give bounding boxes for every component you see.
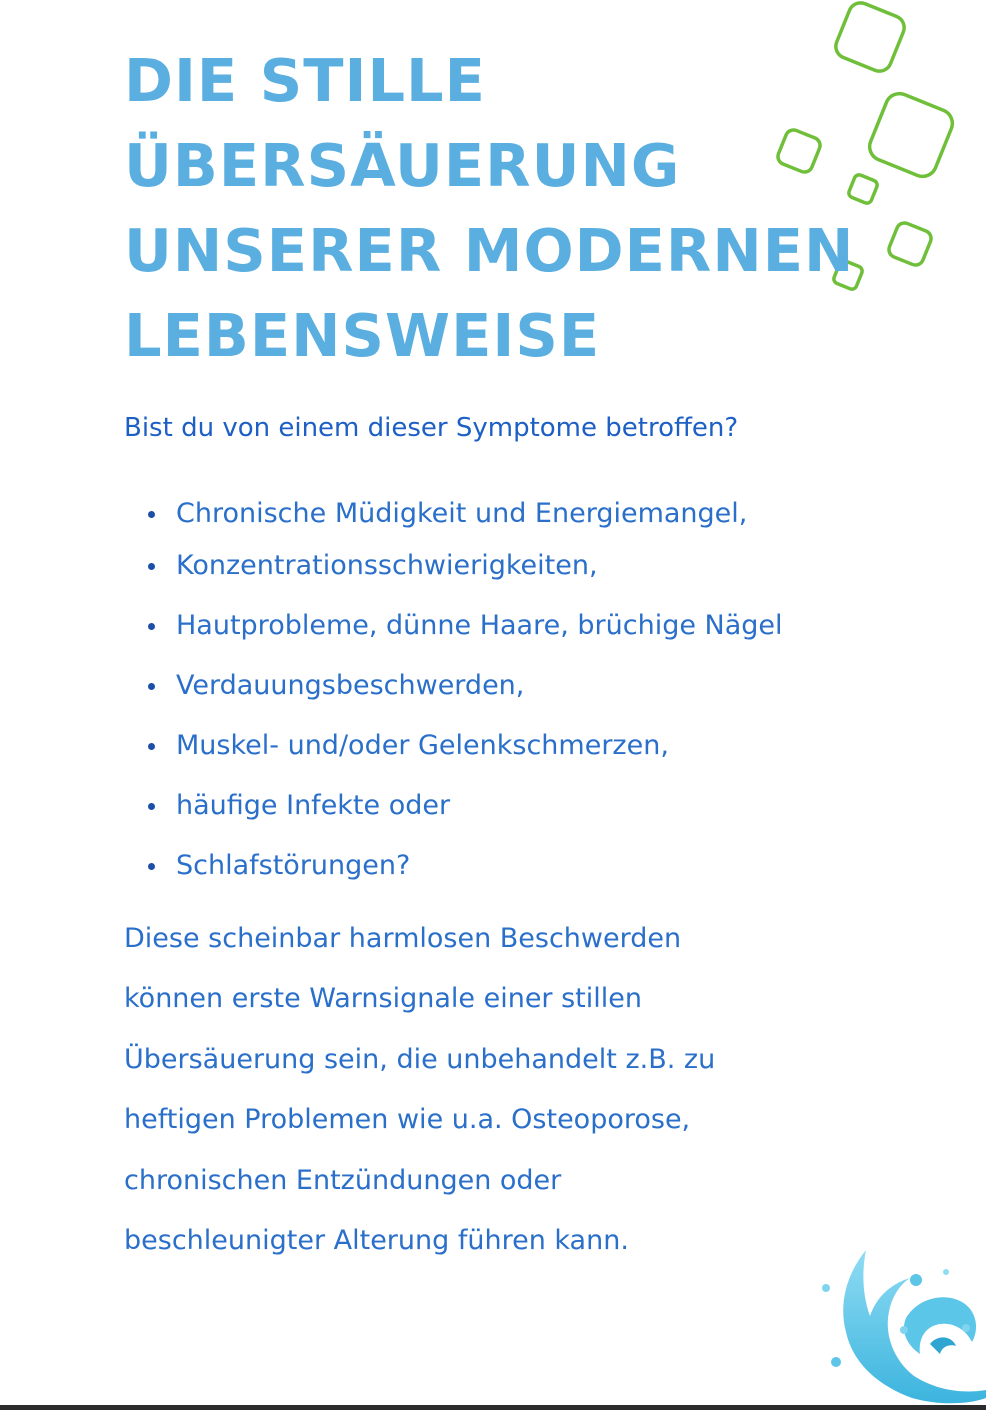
body-line: beschleunigter Alterung führen kann. xyxy=(124,1225,629,1257)
title-line: ÜBERSÄUERUNG xyxy=(124,131,681,200)
title-line: LEBENSWEISE xyxy=(124,301,601,370)
symptom-item: Konzentrationsschwierigkeiten, xyxy=(148,546,783,586)
bottom-divider xyxy=(0,1405,986,1410)
symptom-question: Bist du von einem dieser Symptome betroffen? xyxy=(124,413,739,443)
title-line: DIE STILLE xyxy=(124,46,486,115)
body-line: Diese scheinbar harmlosen Beschwerden xyxy=(124,923,682,954)
symptom-list xyxy=(148,494,783,886)
symptom-item: Chronische Müdigkeit und Energiemangel, xyxy=(148,494,783,534)
symptom-item: Verdauungsbeschwerden, xyxy=(148,666,783,706)
symptom-item: Muskel- und/oder Gelenkschmerzen, xyxy=(148,726,783,766)
page-title xyxy=(124,38,854,378)
symptom-item: Schlafstörungen? xyxy=(148,846,783,886)
symptom-item: Hautprobleme, dünne Haare, brüchige Nägel xyxy=(148,606,783,646)
title-line: UNSERER MODERNEN xyxy=(124,216,855,285)
body-line: heftigen Problemen wie u.a. Osteoporose, xyxy=(124,1104,691,1136)
body-line: Übersäuerung sein, die unbehandelt z.B. zu xyxy=(124,1043,716,1075)
body-line: chronischen Entzündungen oder xyxy=(124,1164,562,1196)
body-paragraph xyxy=(124,909,715,1271)
symptom-item: häufige Infekte oder xyxy=(148,786,783,826)
body-line: können erste Warnsignale einer stillen xyxy=(124,983,642,1015)
water-splash-icon xyxy=(810,1240,986,1406)
